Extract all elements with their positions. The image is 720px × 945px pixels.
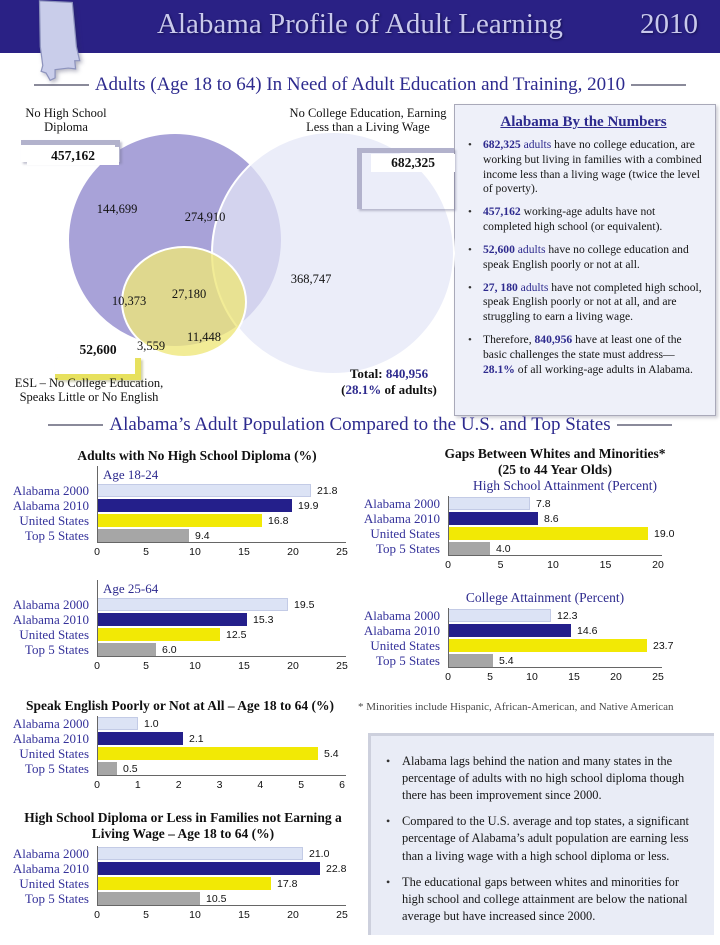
tick-label: 0 <box>94 660 100 672</box>
category-label: Top 5 States <box>375 540 440 556</box>
bar <box>97 847 303 860</box>
divider-line <box>34 84 89 86</box>
x-axis-ticks <box>445 556 664 572</box>
chart-row <box>10 627 360 642</box>
category-label: Top 5 States <box>24 890 89 906</box>
bar <box>448 497 530 510</box>
category-label: Alabama 2010 <box>363 510 440 526</box>
summary-bullet: • Compared to the U.S. average and top states, a significant percentage of Alabama’s adult population are earning less than a living wage with a high school diploma or less. <box>376 813 702 864</box>
bar <box>97 892 200 905</box>
category-label: Top 5 States <box>24 760 89 776</box>
y-axis-line <box>97 580 98 657</box>
chart-row <box>10 498 360 513</box>
alabama-by-numbers-panel <box>454 104 716 416</box>
venn-label-line: No High School <box>25 106 107 120</box>
tick-label: 20 <box>287 909 299 921</box>
chart-speak-english <box>10 716 360 792</box>
text-segment: 28.1% <box>345 382 382 398</box>
tick-label: 5 <box>487 671 493 683</box>
tick-label: 10 <box>189 909 201 921</box>
value-label: 21.0 <box>309 847 330 860</box>
venn-label-line: Diploma <box>44 120 88 135</box>
tick-label: 25 <box>336 546 348 558</box>
x-axis-ticks <box>94 776 345 792</box>
x-axis-ticks <box>94 906 348 922</box>
tick-label: 3 <box>216 779 223 791</box>
bar <box>97 628 220 641</box>
tick-label: 15 <box>568 671 580 683</box>
tick-label: 15 <box>238 546 250 558</box>
tick-label: 5 <box>143 546 149 558</box>
bar <box>97 862 320 875</box>
text-segment: 52,600 <box>483 242 515 256</box>
chart-row <box>362 541 714 556</box>
chart-title-living-wage <box>2 810 364 842</box>
category-label: Top 5 States <box>24 641 89 657</box>
venn-label-line: No College Education, Earning <box>289 106 447 120</box>
tick-label: 20 <box>287 660 299 672</box>
value-label: 23.7 <box>653 639 674 652</box>
value-label: 4.0 <box>496 542 511 555</box>
chart-subtitle-college-attainment: College Attainment (Percent) <box>465 590 625 605</box>
chart-row <box>362 526 714 541</box>
category-label: Alabama 2000 <box>12 845 89 861</box>
chart-row <box>10 846 360 861</box>
tick-label: 0 <box>445 671 451 683</box>
section-needs-heading <box>0 74 720 96</box>
text-segment: 457,162 <box>483 205 521 219</box>
text-segment: of all working-age adults in Alabama. <box>514 362 693 376</box>
panel-bullet <box>461 243 706 273</box>
category-label: Alabama 2000 <box>12 482 89 498</box>
venn-total <box>333 366 445 399</box>
text-segment: 682,325 <box>483 138 521 151</box>
panel-bullet <box>461 333 706 377</box>
chart-row <box>10 861 360 876</box>
value-label: 8.6 <box>544 512 559 525</box>
tick-label: 5 <box>298 779 305 791</box>
text-segment: adults <box>520 138 552 151</box>
minorities-footnote: * Minorities include Hispanic, African-American, and Native American <box>358 701 674 713</box>
tick-label: 10 <box>526 671 538 683</box>
category-label: United States <box>19 512 89 528</box>
x-axis-ticks <box>94 657 348 673</box>
category-label: Alabama 2000 <box>363 607 440 623</box>
bar <box>448 624 571 637</box>
tick-label: 0 <box>94 909 100 921</box>
category-label: United States <box>19 745 89 761</box>
bar <box>97 762 117 775</box>
chart-title-line: Gaps Between Whites and Minorities* <box>444 446 666 461</box>
tick-label: 25 <box>652 671 664 683</box>
category-label: Alabama 2010 <box>12 730 89 746</box>
tick-label: 10 <box>189 660 201 672</box>
chart-row <box>362 511 714 526</box>
chart-no-hs-18-24 <box>10 466 360 559</box>
tick-label: 2 <box>175 779 182 791</box>
value-label: 10.5 <box>206 892 227 905</box>
chart-gap-college-attainment <box>362 608 714 684</box>
venn-label-line: ESL – No College Education, <box>14 376 164 390</box>
bar <box>97 717 138 730</box>
tick-label: 10 <box>547 559 559 571</box>
bar <box>97 529 189 542</box>
text-segment: have no college education, are working but living in families with a combined income less than a living wage (twice the level of poverty). <box>483 138 702 196</box>
tick-label: 20 <box>652 559 664 571</box>
chart-row <box>362 623 714 638</box>
chart-title-speak-english: Speak English Poorly or Not at All – Age 18 to 64 (%) <box>25 698 334 713</box>
tick-label: 15 <box>238 909 250 921</box>
text-segment: Total: <box>349 366 386 381</box>
venn-total-line1 <box>333 366 445 382</box>
age-group-label: Age 18-24 <box>103 467 159 482</box>
venn-label-low-wage <box>281 106 455 135</box>
summary-text-box <box>368 733 714 935</box>
bar <box>448 654 493 667</box>
value-label: 5.4 <box>499 654 514 667</box>
value-label: 12.5 <box>226 628 247 641</box>
bar <box>97 499 292 512</box>
chart-row <box>10 642 360 657</box>
text-segment: adults <box>514 242 546 256</box>
chart-row <box>10 731 360 746</box>
value-label: 9.4 <box>195 529 210 542</box>
text-segment: working-age adults have not completed high school (or equivalent). <box>483 205 663 234</box>
tick-label: 15 <box>599 559 612 571</box>
venn-region-esl-only: 3,559 <box>136 339 166 353</box>
text-segment: 840,956 <box>385 366 429 381</box>
chart-title-gaps <box>390 446 720 478</box>
y-axis-line <box>97 846 98 906</box>
value-label: 16.8 <box>268 514 289 527</box>
panel-bullet <box>461 205 706 235</box>
category-label: United States <box>19 875 89 891</box>
tick-label: 5 <box>497 559 504 571</box>
text-segment: Therefore, <box>483 333 535 347</box>
venn-region-all-three: 27,180 <box>171 287 207 301</box>
text-segment: have at least one of the basic challenges the state must address— <box>483 333 682 361</box>
value-label: 12.3 <box>557 609 578 622</box>
y-axis-line <box>97 716 98 776</box>
chart-row <box>10 746 360 761</box>
bar <box>97 877 271 890</box>
value-label: 19.9 <box>298 499 319 512</box>
venn-label-line: Less than a Living Wage <box>306 120 430 135</box>
category-label: Alabama 2000 <box>363 495 440 511</box>
venn-value-no-high-school: 457,162 <box>27 147 119 165</box>
divider-line <box>631 84 686 86</box>
y-axis-line <box>448 608 449 668</box>
chart-row <box>10 761 360 776</box>
value-label: 2.1 <box>189 732 204 745</box>
text-segment: have not completed high school, speak English poorly or not at all, and are struggling to earn a living wage. <box>483 280 702 324</box>
venn-region-hs-only: 144,699 <box>96 202 138 216</box>
category-label: Alabama 2010 <box>12 611 89 627</box>
tick-label: 10 <box>189 546 201 558</box>
text-segment: 28.1% <box>483 362 515 376</box>
bar <box>97 598 288 611</box>
chart-row <box>10 528 360 543</box>
divider-line <box>617 424 672 426</box>
chart-row <box>10 891 360 906</box>
bar <box>448 609 551 622</box>
text-segment: have no college education and speak English poorly or not at all. <box>483 242 689 271</box>
summary-bullet: • The educational gaps between whites and minorities for high school and college attainment are below the national average but have increased since 2000. <box>376 874 702 925</box>
value-label: 19.0 <box>654 527 675 540</box>
text-segment: ( <box>341 382 346 398</box>
value-label: 7.8 <box>536 497 551 510</box>
tick-label: 0 <box>94 779 100 791</box>
venn-region-wage-only: 368,747 <box>290 272 332 286</box>
category-label: United States <box>370 525 440 541</box>
tick-label: 15 <box>238 660 250 672</box>
value-label: 6.0 <box>162 643 177 656</box>
category-label: Alabama 2000 <box>12 596 89 612</box>
value-label: 0.5 <box>123 762 138 775</box>
chart-title-line: (25 to 44 Year Olds) <box>498 461 612 477</box>
text-segment: 27, 180 <box>483 280 518 294</box>
panel-bullet <box>461 281 706 325</box>
venn-value-low-wage: 682,325 <box>371 154 455 172</box>
value-label: 21.8 <box>317 484 338 497</box>
bar <box>97 484 311 497</box>
tick-label: 0 <box>445 559 451 571</box>
venn-value-esl: 52,600 <box>79 342 117 357</box>
category-label: Top 5 States <box>24 527 89 543</box>
chart-row <box>362 653 714 668</box>
chart-row <box>362 496 714 511</box>
bar <box>448 639 647 652</box>
chart-gap-hs-attainment <box>362 496 714 572</box>
category-label: Alabama 2010 <box>12 860 89 876</box>
venn-label-line: Speaks Little or No English <box>19 390 159 405</box>
chart-row <box>10 483 360 498</box>
text-segment: adults <box>517 280 549 294</box>
section-needs-title: Adults (Age 18 to 64) In Need of Adult Education and Training, 2010 <box>94 74 626 95</box>
bar <box>97 732 183 745</box>
category-label: Top 5 States <box>375 652 440 668</box>
tick-label: 4 <box>257 779 264 791</box>
y-axis-line <box>97 466 98 543</box>
tick-label: 5 <box>143 909 149 921</box>
venn-region-hs-and-wage: 274,910 <box>184 210 226 224</box>
venn-label-esl <box>5 376 173 405</box>
chart-title-line: Living Wage – Age 18 to 64 (%) <box>91 825 275 841</box>
tick-label: 0 <box>94 546 100 558</box>
divider-line <box>48 424 103 426</box>
category-label: United States <box>19 626 89 642</box>
page-title: Alabama Profile of Adult Learning <box>157 8 563 40</box>
section-compare-heading <box>0 414 720 436</box>
tick-label: 25 <box>336 660 348 672</box>
category-label: Alabama 2010 <box>363 622 440 638</box>
value-label: 15.3 <box>253 613 274 626</box>
value-label: 22.8 <box>326 862 347 875</box>
bar <box>448 527 648 540</box>
chart-row <box>10 513 360 528</box>
venn-diagram <box>5 100 455 415</box>
x-axis-ticks <box>445 668 664 684</box>
chart-no-hs-25-64 <box>10 580 360 673</box>
chart-row <box>10 716 360 731</box>
text-segment: 840,956 <box>534 333 573 347</box>
chart-subtitle-hs-attainment: High School Attainment (Percent) <box>472 478 658 493</box>
venn-region-wage-and-esl: 11,448 <box>187 330 221 344</box>
text-segment: of adults) <box>381 382 437 398</box>
value-label: 14.6 <box>577 624 598 637</box>
tick-label: 6 <box>339 779 345 791</box>
category-label: Alabama 2010 <box>12 497 89 513</box>
section-compare-title: Alabama’s Adult Population Compared to the U.S. and Top States <box>109 414 611 435</box>
page-year: 2010 <box>640 8 698 40</box>
venn-label-no-high-school <box>10 106 122 135</box>
chart-row <box>10 597 360 612</box>
chart-row <box>10 612 360 627</box>
tick-label: 20 <box>287 546 299 558</box>
panel-title: Alabama By the Numbers <box>500 114 667 130</box>
value-label: 5.4 <box>324 747 339 760</box>
tick-label: 25 <box>336 909 348 921</box>
bar <box>448 542 490 555</box>
bar <box>97 514 262 527</box>
category-label: United States <box>370 637 440 653</box>
chart-title-line: High School Diploma or Less in Families not Earning a <box>24 810 342 825</box>
x-axis-ticks <box>94 543 348 559</box>
alabama-state-icon <box>24 0 96 82</box>
value-label: 19.5 <box>294 598 315 611</box>
tick-label: 1 <box>134 779 141 791</box>
tick-label: 20 <box>610 671 622 683</box>
y-axis-line <box>448 496 449 556</box>
panel-bullet <box>461 138 706 197</box>
venn-total-line2 <box>333 382 445 398</box>
bar <box>97 613 247 626</box>
bar <box>448 512 538 525</box>
value-label: 17.8 <box>277 877 298 890</box>
chart-row <box>362 638 714 653</box>
value-label: 1.0 <box>144 717 159 730</box>
chart-row <box>10 876 360 891</box>
summary-bullet: • Alabama lags behind the nation and many states in the percentage of adults with no high school diploma though there has been improvement since 2000. <box>376 753 702 804</box>
category-label: Alabama 2000 <box>12 715 89 731</box>
age-group-label: Age 25-64 <box>103 581 159 596</box>
venn-region-hs-and-esl: 10,373 <box>111 294 147 308</box>
chart-row <box>362 608 714 623</box>
chart-title-no-hs: Adults with No High School Diploma (%) <box>77 448 317 463</box>
chart-living-wage <box>10 846 360 922</box>
bar <box>97 643 156 656</box>
bar <box>97 747 318 760</box>
tick-label: 5 <box>143 660 149 672</box>
